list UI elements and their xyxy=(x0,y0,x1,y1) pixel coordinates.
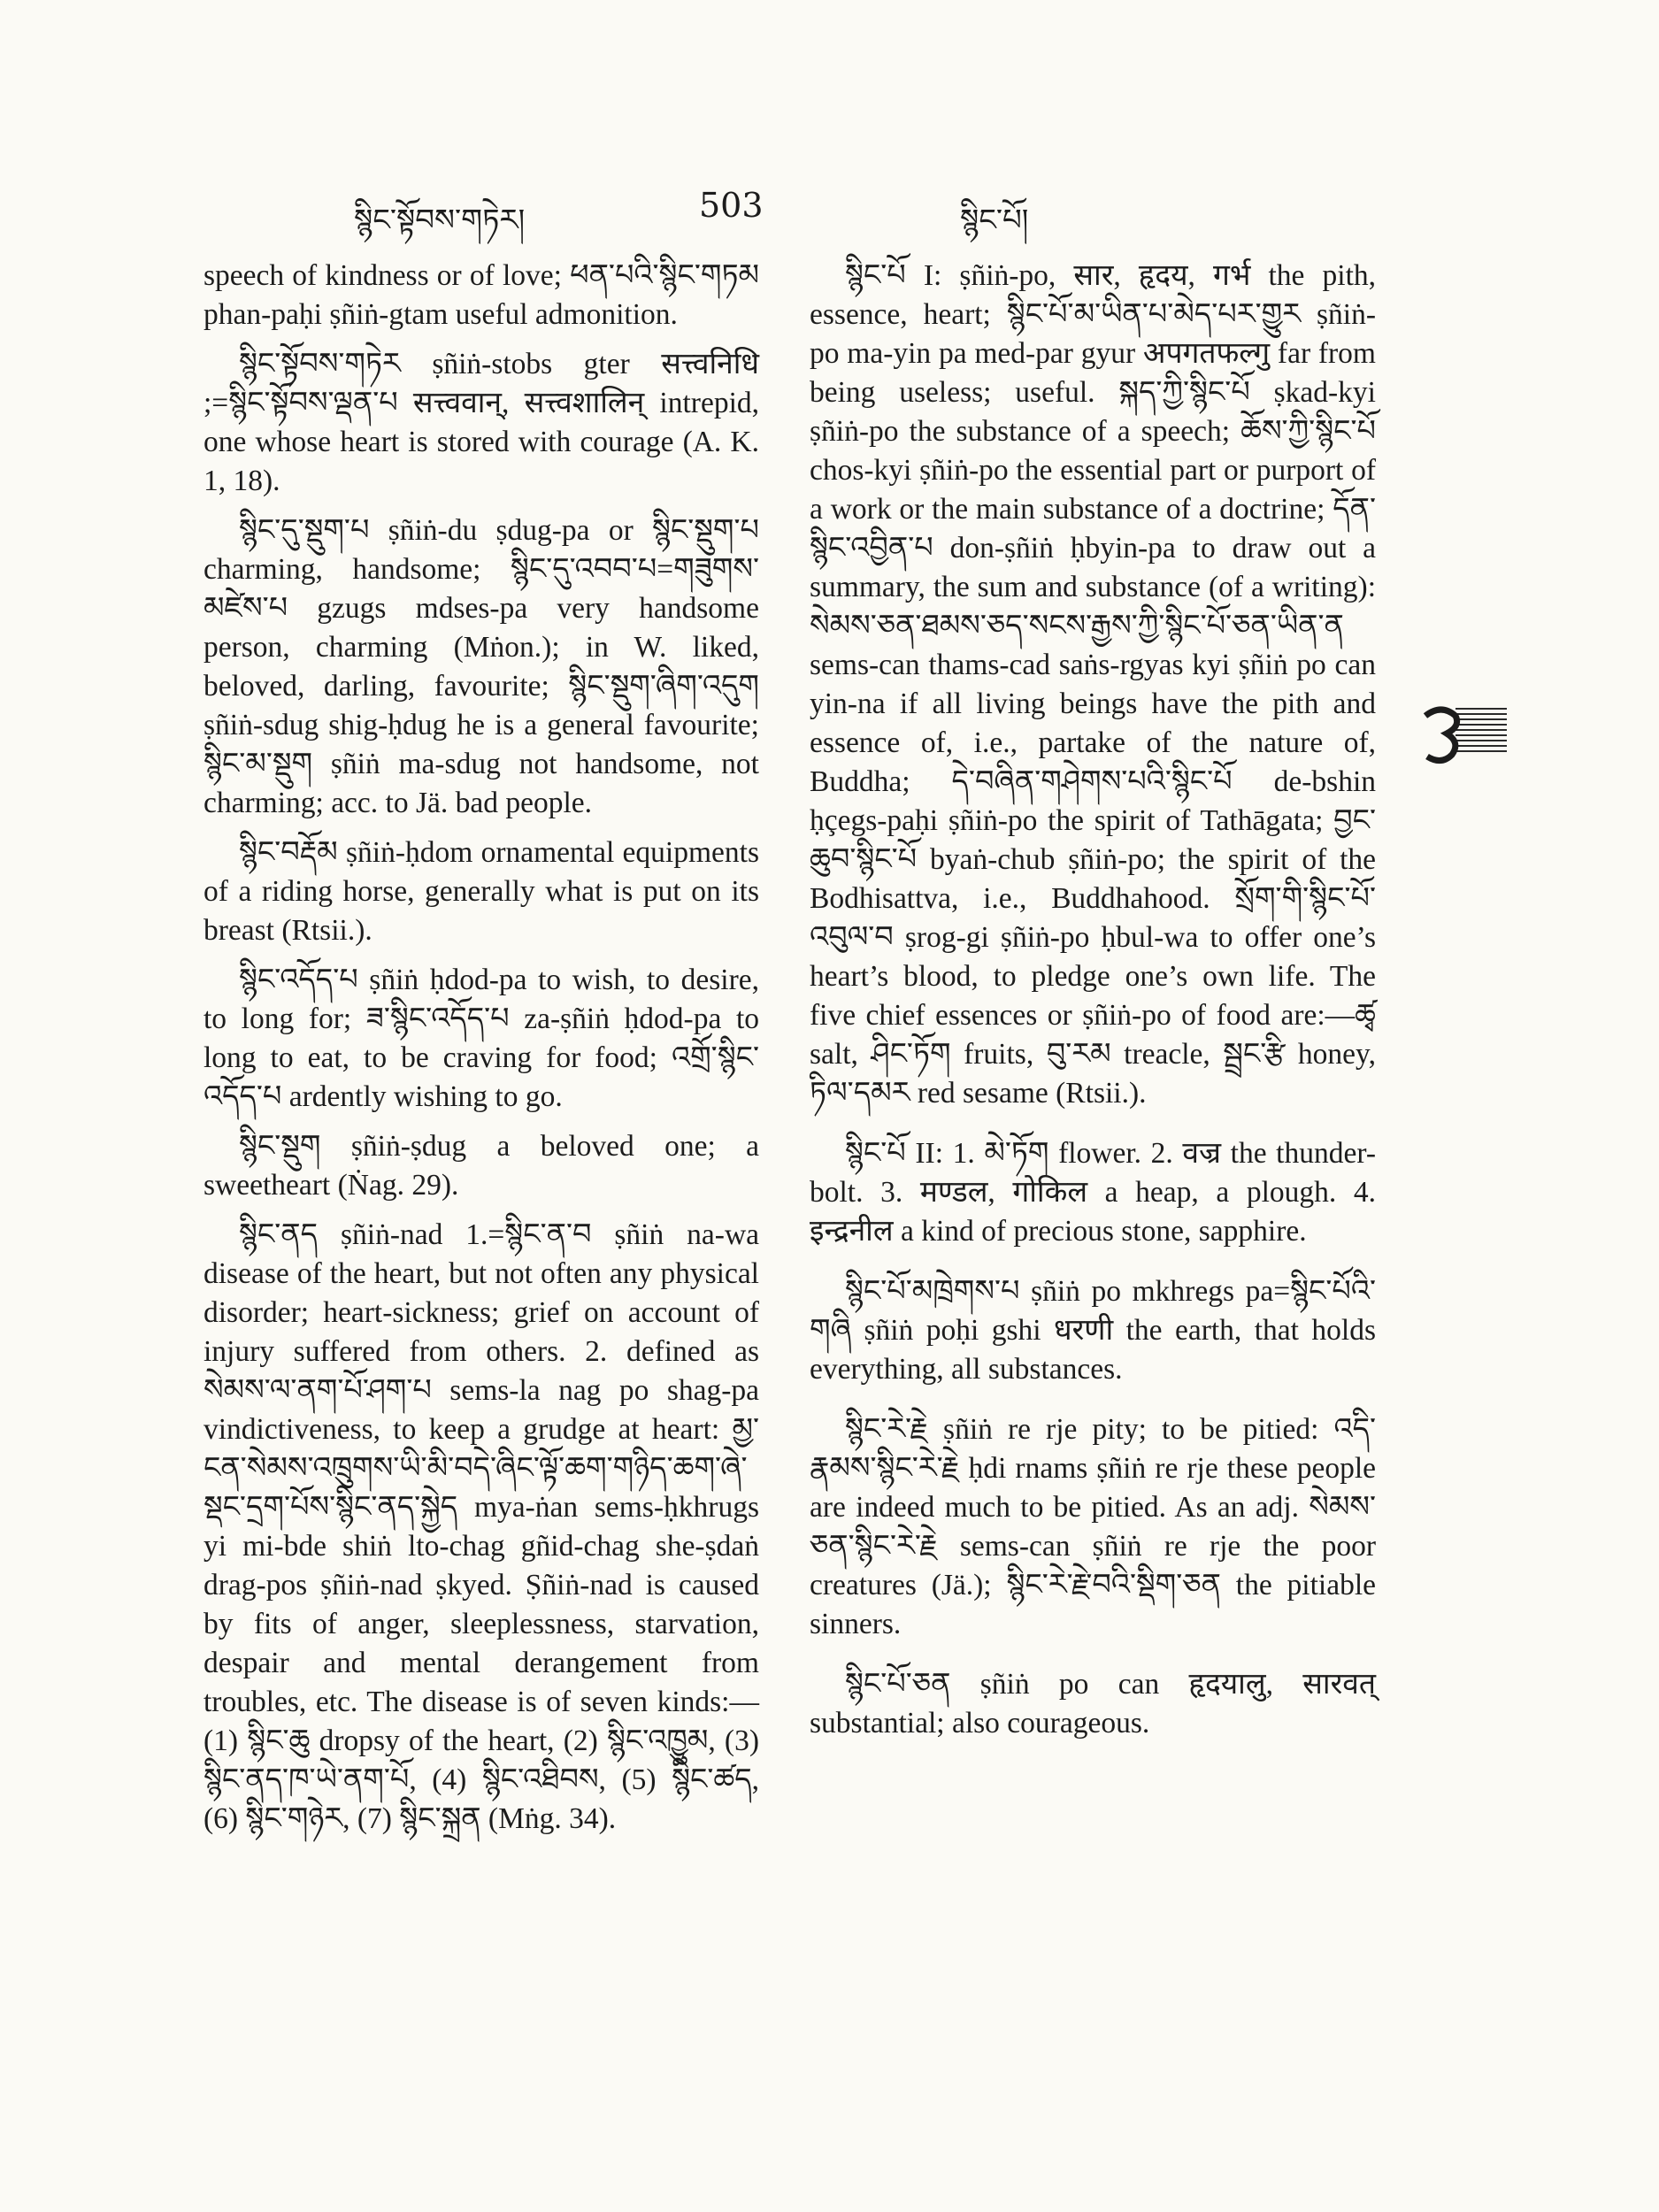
entry-phan-pahi-snin-gtam: speech of kindness or of love; ཕན་པའི་སྙིང་གཏམ phan-paḥi ṣñiṅ-gtam useful admonition. xyxy=(204,259,759,331)
entry-snin-po-1: སྙིང་པོ I: ṣñiṅ-po, सार, हृदय, गर्भ the pith, essence, heart; སྙིང་པོ་མ་ཡིན་པ་མེད་པར་གྱུར ṣñiṅ-po ma-yin pa med-par gyur अपगतफल्गु far from being useless; useful. སྐད་ཀྱི་སྙིང་པོ ṣkad-kyi ṣñiṅ-po the substance of a speech; ཆོས་ཀྱི་སྙིང་པོ chos-kyi ṣñiṅ-po the essential part or purport of a work or the main substance of a doctrine; དོན་སྙིང་འབྱིན་པ don-ṣñiṅ ḥbyin-pa to draw out a summary, the sum and substance (of a writing): སེམས་ཅན་ཐམས་ཅད་སངས་རྒྱས་ཀྱི་སྙིང་པོ་ཅན་ཡིན་ན sems-can thams-cad saṅs-rgyas kyi ṣñiṅ po can yin-na if all living beings have the pith and essence of, i.e., partake of the nature of, Buddha; དེ་བཞིན་གཤེགས་པའི་སྙིང་པོ de-bshin ḥçegs-paḥi ṣñiṅ-po the spirit of Tathāgata; བྱང་ཆུབ་སྙིང་པོ byaṅ-chub ṣñiṅ-po; the spirit of the Bodhisattva, i.e., Buddhahood. སྲོག་གི་སྙིང་པོ་འབུལ་བ ṣrog-gi ṣñiṅ-po ḥbul-wa to offer one’s heart’s blood, to pledge one’s own life. The five chief essences or ṣñiṅ-po of food are:—ཚྭ salt, ཤིང་ཏོག fruits, བུ་རམ treacle, སྦྲང་རྩི honey, ཏིལ་དམར red sesame (Rtsii.). xyxy=(810,259,1376,1110)
thumb-index-icon xyxy=(1420,703,1509,765)
right-column xyxy=(810,257,1376,1754)
entry-snin-po-can: སྙིང་པོ་ཅན ṣñiṅ po can हृदयालु, सारवत् substantial; also courageous. xyxy=(810,1668,1376,1740)
entry-snin-sdug: སྙིང་སྡུག ṣñiṅ-ṣdug a beloved one; a sweetheart (Ṅag. 29). xyxy=(204,1130,759,1202)
entry-snin-du-sdug-pa: སྙིང་དུ་སྡུག་པ ṣñiṅ-du ṣdug-pa or སྙིང་སྡུག་པ charming, handsome; སྙིང་དུ་འབབ་པ=གཟུགས་མཛེས་པ gzugs mdses-pa very handsome person, charming (Mṅon.); in W. liked, beloved, darling, favourite; སྙིང་སྡུག་ཞིག་འདུག ṣñiṅ-sdug shig-ḥdug he is a general favourite; སྙིང་མ་སྡུག ṣñiṅ ma-sdug not handsome, not charming; acc. to Jä. bad people. xyxy=(204,514,759,819)
entry-snin-po-2: སྙིང་པོ II: 1. མེ་ཏོག flower. 2. वज्र the thunder-bolt. 3. मण्डल, गोकिल a heap, a plough. 4. इन्द्रनील a kind of precious stone, sapphire. xyxy=(810,1137,1376,1248)
entry-snin-nad: སྙིང་ནད ṣñiṅ-nad 1.=སྙིང་ན་བ ṣñiṅ na-wa disease of the heart, but not often any physical disorder; heart-sickness; grief on account of injury suffered from others. 2. defined as སེམས་ལ་ནག་པོ་ཤག་པ sems-la nag po shag-pa vindictiveness, to keep a grudge at heart: མྱ་ངན་སེམས་འཁྲུགས་ཡི་མི་བདེ་ཞིང་ལྟོ་ཆག་གཉིད་ཆག་ཞེ་སྡང་དྲག་པོས་སྙིང་ནད་སྐྱེད mya-ṅan sems-ḥkhrugs yi mi-bde shiṅ lto-chag gñid-chag she-ṣdaṅ drag-pos ṣñiṅ-nad ṣkyed. Ṣñiṅ-nad is caused by fits of anger, sleeplessness, starvation, despair and mental derangement from troubles, etc. The disease is of seven kinds:—(1) སྙིང་ཆུ dropsy of the heart, (2) སྙིང་འཁྱུམ, (3) སྙིང་ནད་ཁ་ཡེ་ནག་པོ, (4) སྙིང་འཐིབས, (5) སྙིང་ཚད, (6) སྙིང་གཉེར, (7) སྙིང་སྐྲན (Mṅg. 34). xyxy=(204,1218,759,1835)
running-head-right: སྙིང་པོ། xyxy=(960,203,1029,238)
entry-snin-re-rje: སྙིང་རེ་རྗེ ṣñiṅ re rje pity; to be pitied: འདི་རྣམས་སྙིང་རེ་རྗེ ḥdi rnams ṣñiṅ re rje these people are indeed much to be pitied. As an adj. སེམས་ཅན་སྙིང་རེ་རྗེ sems-can ṣñiṅ re rje the poor creatures (Jä.); སྙིང་རེ་རྗེ་བའི་སྡིག་ཅན the pitiable sinners. xyxy=(810,1413,1376,1640)
running-head-left: སྙིང་སྟོབས་གཏེར། xyxy=(354,203,526,238)
entry-snin-bdom: སྙིང་བརྡོམ ṣñiṅ-ḥdom ornamental equipments of a riding horse, generally what is put on its breast (Rtsii.). xyxy=(204,836,759,947)
entry-snin-hdod-pa: སྙིང་འདོད་པ ṣñiṅ ḥdod-pa to wish, to desire, to long for; ཟ་སྙིང་འདོད་པ za-ṣñiṅ ḥdod-pa to long to eat, to be craving for food; འགྲོ་སྙིང་འདོད་པ ardently wishing to go. xyxy=(204,964,759,1113)
entry-snin-stobs-gter: སྙིང་སྟོབས་གཏེར ṣñiṅ-stobs gter सत्त्वनिधि ;=སྙིང་སྟོབས་ལྡན་པ सत्त्ववान्, सत्त्वशालिन् intrepid, one whose heart is stored with courage (A. K. 1, 18). xyxy=(204,348,759,497)
entry-snin-po-mkhregs-pa: སྙིང་པོ་མཁྲེགས་པ ṣñiṅ po mkhregs pa=སྙིང་པོའི་གཞི ṣñiṅ poḥi gshi धरणी the earth, that holds everything, all substances. xyxy=(810,1275,1376,1386)
page-number: 503 xyxy=(699,186,764,225)
thumb-index-marker xyxy=(1420,703,1509,765)
page-header xyxy=(0,186,1659,239)
left-column xyxy=(204,257,759,1849)
